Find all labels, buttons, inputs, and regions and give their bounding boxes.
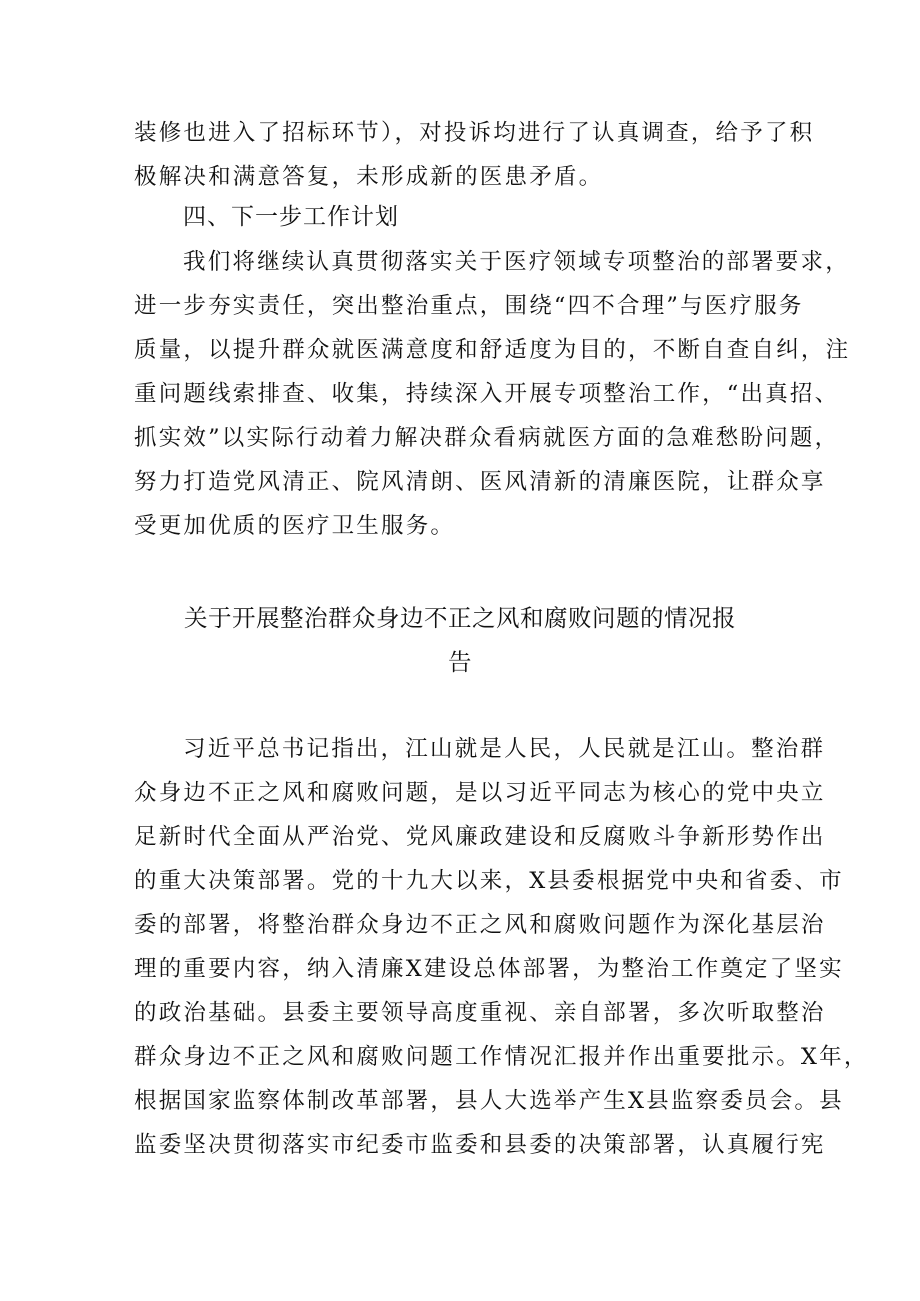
body-text-line: 装修也进入了招标环节），对投诉均进行了认真调查，给予了积: [134, 120, 815, 146]
body-text-line: 进一步夯实责任，突出整治重点，围绕“四不合理”与医疗服务: [134, 293, 804, 319]
body-text-line: 群众身边不正之风和腐败问题工作情况汇报并作出重要批示。X年，: [134, 1044, 869, 1070]
body-text-line: 足新时代全面从严治党、党风廉政建设和反腐败斗争新形势作出: [134, 824, 826, 850]
body-text-line: 重问题线索排查、收集，持续深入开展专项整治工作，“出真招、: [134, 381, 840, 407]
body-text-line: 我们将继续认真贯彻落实关于医疗领域专项整治的部署要求，: [183, 249, 850, 275]
body-text-line: 努力打造党风清正、院风清朗、医风清新的清廉医院，让群众享: [134, 469, 826, 495]
body-text-line: 的重大决策部署。党的十九大以来，X县委根据党中央和省委、市: [134, 868, 844, 894]
body-text-line: 习近平总书记指出，江山就是人民，人民就是江山。整治群: [183, 736, 826, 762]
report-title: 关于开展整治群众身边不正之风和腐败问题的情况报: [184, 604, 736, 632]
body-text-line: 委的部署，将整治群众身边不正之风和腐败问题作为深化基层治: [134, 912, 826, 938]
report-title-continued: 告: [448, 648, 472, 676]
body-text-line: 质量，以提升群众就医满意度和舒适度为目的，不断自查自纠，注: [134, 337, 851, 363]
body-text-line: 的政治基础。县委主要领导高度重视、亲自部署，多次听取整治: [134, 1000, 826, 1026]
body-text-line: 受更加优质的医疗卫生服务。: [134, 513, 456, 539]
body-text-line: 极解决和满意答复，未形成新的医患矛盾。: [134, 164, 604, 190]
body-text-line: 理的重要内容，纳入清廉X建设总体部署，为整治工作奠定了坚实: [134, 956, 844, 982]
body-text-line: 众身边不正之风和腐败问题，是以习近平同志为核心的党中央立: [134, 780, 826, 806]
section-heading: 四、下一步工作计划: [183, 204, 399, 230]
body-text-line: 根据国家监察体制改革部署，县人大选举产生X县监察委员会。县: [134, 1088, 844, 1114]
body-text-line: 监委坚决贯彻落实市纪委市监委和县委的决策部署，认真履行宪: [134, 1132, 826, 1158]
body-text-line: 抓实效”以实际行动着力解决群众看病就医方面的急难愁盼问题，: [134, 425, 840, 451]
